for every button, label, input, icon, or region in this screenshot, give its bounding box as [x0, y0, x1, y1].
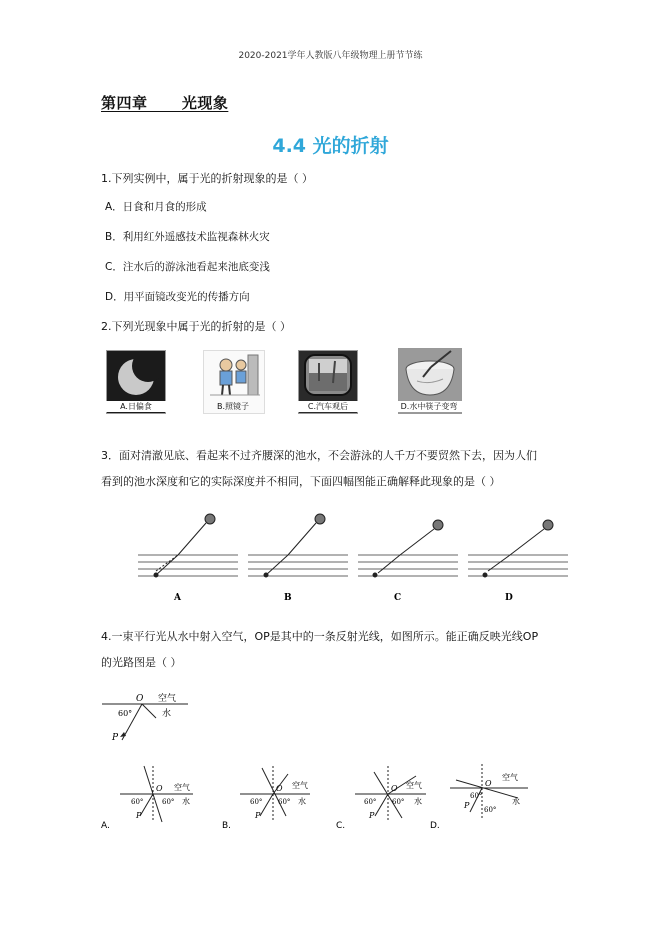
q3-label-a: A [174, 593, 181, 603]
q3-stem-line1: 3．面对清澈见底、看起来不过齐腰深的池水，不会游泳的人千万不要贸然下去，因为人们 [101, 449, 537, 462]
svg-text:空气: 空气 [406, 781, 422, 790]
svg-text:60°: 60° [364, 798, 377, 806]
svg-text:60°: 60° [250, 798, 263, 806]
q1-option-b: B．利用红外遥感技术监视森林火灾 [105, 231, 270, 243]
q4-option-c-label: C. [336, 821, 346, 831]
q4-figure-d [430, 764, 528, 831]
svg-text:水: 水 [512, 797, 520, 806]
svg-text:空气: 空气 [292, 781, 308, 790]
q2-caption-d: D.水中筷子变弯 [394, 401, 464, 412]
q1-option-a: A．日食和月食的形成 [105, 201, 207, 213]
q4-figure-a [101, 766, 193, 831]
car-mirror-icon [299, 351, 357, 401]
svg-text:O: O [276, 784, 283, 793]
svg-text:空气: 空气 [502, 773, 518, 782]
q4-main-o: O [136, 694, 144, 704]
svg-text:60°: 60° [162, 798, 175, 806]
q4-figure-c [336, 766, 426, 831]
q3-figure-c [358, 520, 458, 603]
q1-stem: 1.下列实例中，属于光的折射现象的是（ ） [101, 172, 313, 185]
partial-eclipse-icon [107, 351, 165, 399]
q4-main-angle: 60° [118, 709, 133, 718]
q4-option-b-label: B. [222, 821, 232, 831]
svg-text:60°: 60° [131, 798, 144, 806]
q4-main-air: 空气 [158, 694, 177, 704]
q4-main-figure [98, 688, 208, 748]
q4-stem [101, 624, 571, 676]
q4-figure-b [222, 766, 310, 831]
svg-text:水: 水 [182, 797, 190, 806]
q2-caption-a: A.日偏食 [106, 401, 166, 412]
q3-figure-d [468, 520, 568, 603]
section-title: 4.4 光的折射 [272, 135, 389, 157]
q4-stem-line2: 的光路图是（ ） [101, 656, 182, 669]
svg-text:60°: 60° [484, 806, 497, 814]
q3-stem [101, 443, 571, 495]
running-header: 2020-2021学年人教版八年级物理上册节节练 [238, 51, 423, 61]
q2-caption-c: C.汽车观后 [298, 401, 358, 412]
svg-text:O: O [485, 779, 492, 788]
chapter-title: 第四章 光现象 [101, 94, 229, 112]
svg-text:60°: 60° [392, 798, 405, 806]
svg-text:O: O [391, 784, 398, 793]
svg-text:O: O [156, 784, 163, 793]
mirror-boy-icon [204, 351, 264, 401]
svg-text:P: P [464, 801, 470, 810]
q4-option-figures [98, 760, 538, 835]
q4-main-water: 水 [162, 709, 172, 719]
q3-figure-a [138, 514, 238, 603]
q3-figures [120, 505, 570, 605]
q4-option-d-label: D. [430, 821, 440, 831]
svg-text:P: P [369, 811, 375, 820]
q1-option-d: D．用平面镜改变光的传播方向 [105, 291, 250, 303]
q3-figure-b [248, 514, 348, 603]
q4-stem-line1: 4.一束平行光从水中射入空气，OP是其中的一条反射光线，如图所示。能正确反映光线OP [101, 630, 539, 643]
svg-text:P: P [255, 811, 261, 820]
q2-stem: 2.下列光现象中属于光的折射的是（ ） [101, 320, 291, 333]
q3-label-c: C [394, 593, 402, 603]
svg-text:水: 水 [414, 797, 422, 806]
q3-label-d: D [505, 593, 513, 603]
q2-caption-b: B.照镜子 [216, 402, 250, 411]
q1-option-c: C．注水后的游泳池看起来池底变浅 [105, 261, 270, 273]
svg-text:水: 水 [298, 797, 306, 806]
svg-text:空气: 空气 [174, 783, 190, 792]
svg-text:60°: 60° [278, 798, 291, 806]
svg-text:60°: 60° [470, 792, 483, 800]
bowl-chopsticks-icon [399, 349, 461, 401]
q4-main-p: P [112, 733, 119, 743]
svg-text:P: P [136, 811, 142, 820]
q3-stem-line2: 看到的池水深度和它的实际深度并不相同，下面四幅图能正确解释此现象的是（ ） [101, 475, 501, 488]
q3-label-b: B [284, 593, 292, 603]
q4-option-a-label: A. [101, 821, 110, 831]
